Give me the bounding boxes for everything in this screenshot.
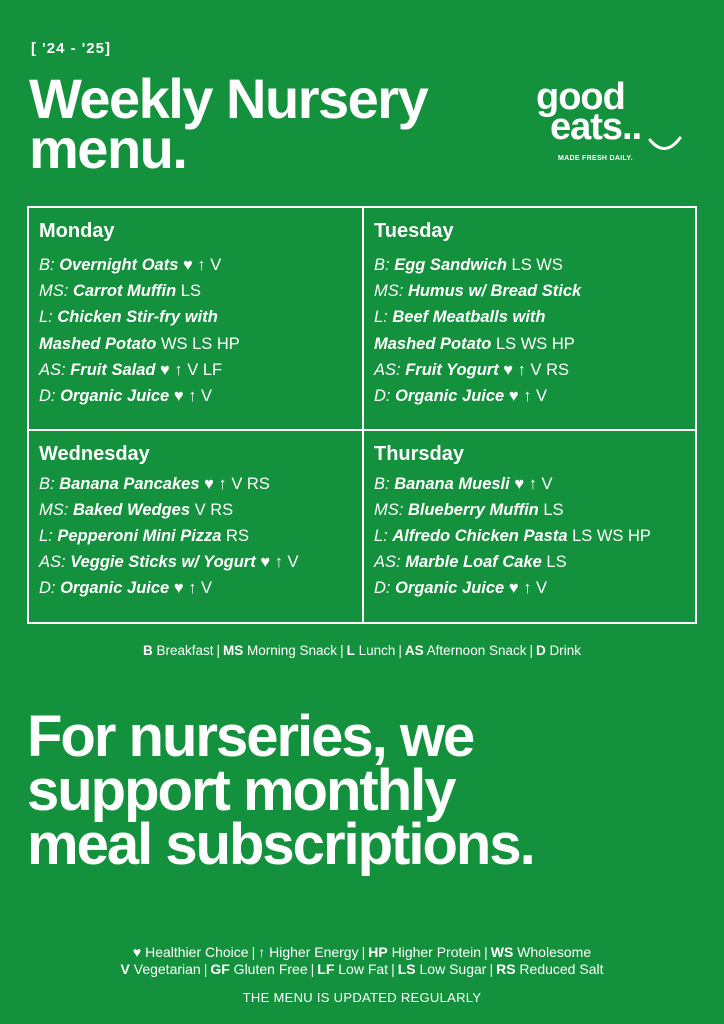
meal-line: D: Organic Juice ♥ ↑ V <box>39 579 213 597</box>
logo-tagline: MADE FRESH DAILY. <box>558 155 633 162</box>
meal-line: L: Beef Meatballs with <box>374 308 546 327</box>
meal-line: B: Banana Pancakes ♥ ↑ V RS <box>39 475 270 493</box>
meal-line: B: Overnight Oats ♥ ↑ V <box>39 256 222 274</box>
promo-line: meal subscriptions. <box>27 812 534 877</box>
dietary-key-legend <box>0 944 724 978</box>
meal-line: D: Organic Juice ♥ ↑ V <box>39 387 213 406</box>
day-card-thursday <box>364 431 695 622</box>
meal-line: MS: Humus w/ Bread Stick <box>374 282 582 301</box>
meal-line: Mashed Potato LS WS HP <box>374 334 575 353</box>
key-row: V Vegetarian | GF Gluten Free | LF Low Fat | LS Low Sugar | RS Reduced Salt <box>120 961 604 977</box>
promo-line: For nurseries, we <box>27 704 474 769</box>
day-name: Thursday <box>374 443 465 465</box>
day-card-monday <box>29 208 364 431</box>
logo-word: good <box>536 76 625 118</box>
weekly-menu-grid <box>27 206 697 624</box>
day-card-tuesday <box>364 208 695 431</box>
school-year-label: [ '24 - '25] <box>31 40 111 57</box>
menu-updated-note: THE MENU IS UPDATED REGULARLY <box>242 990 482 1005</box>
meal-line: AS: Fruit Salad ♥ ↑ V LF <box>39 360 223 379</box>
meal-line: B: Egg Sandwich LS WS <box>374 256 563 274</box>
day-name: Tuesday <box>374 220 454 242</box>
meal-line: AS: Marble Loaf Cake LS <box>374 553 567 571</box>
meal-line: L: Pepperoni Mini Pizza RS <box>39 527 249 545</box>
meal-line: MS: Blueberry Muffin LS <box>374 501 564 519</box>
meal-line: B: Banana Muesli ♥ ↑ V <box>374 475 553 493</box>
meal-line: MS: Carrot Muffin LS <box>39 282 201 301</box>
title-line: Weekly Nursery <box>29 67 428 130</box>
day-name: Monday <box>39 220 115 242</box>
day-card-wednesday <box>29 431 364 622</box>
meal-line: AS: Veggie Sticks w/ Yogurt ♥ ↑ V <box>39 553 299 571</box>
promo-line: support monthly <box>27 758 455 823</box>
meal-line: L: Alfredo Chicken Pasta LS WS HP <box>374 527 651 545</box>
day-name: Wednesday <box>39 443 150 465</box>
good-eats-logo <box>536 76 686 172</box>
meal-line: Mashed Potato WS LS HP <box>39 334 240 353</box>
meal-line: D: Organic Juice ♥ ↑ V <box>374 579 548 597</box>
title-line: menu. <box>29 117 187 180</box>
meal-line: AS: Fruit Yogurt ♥ ↑ V RS <box>374 360 570 379</box>
key-row: ♥ Healthier Choice | ↑ Higher Energy | HP Higher Protein | WS Wholesome <box>132 944 592 960</box>
subscription-promo <box>27 704 534 877</box>
meal-line: L: Chicken Stir-fry with <box>39 308 218 327</box>
meal-line: D: Organic Juice ♥ ↑ V <box>374 387 548 406</box>
meal-abbreviation-legend: B Breakfast | MS Morning Snack | L Lunch | AS Afternoon Snack | D Drink <box>142 643 582 658</box>
meal-line: MS: Baked Wedges V RS <box>39 501 234 519</box>
logo-word: eats.. <box>550 106 642 148</box>
smile-icon <box>648 134 682 156</box>
page-title <box>29 67 428 180</box>
